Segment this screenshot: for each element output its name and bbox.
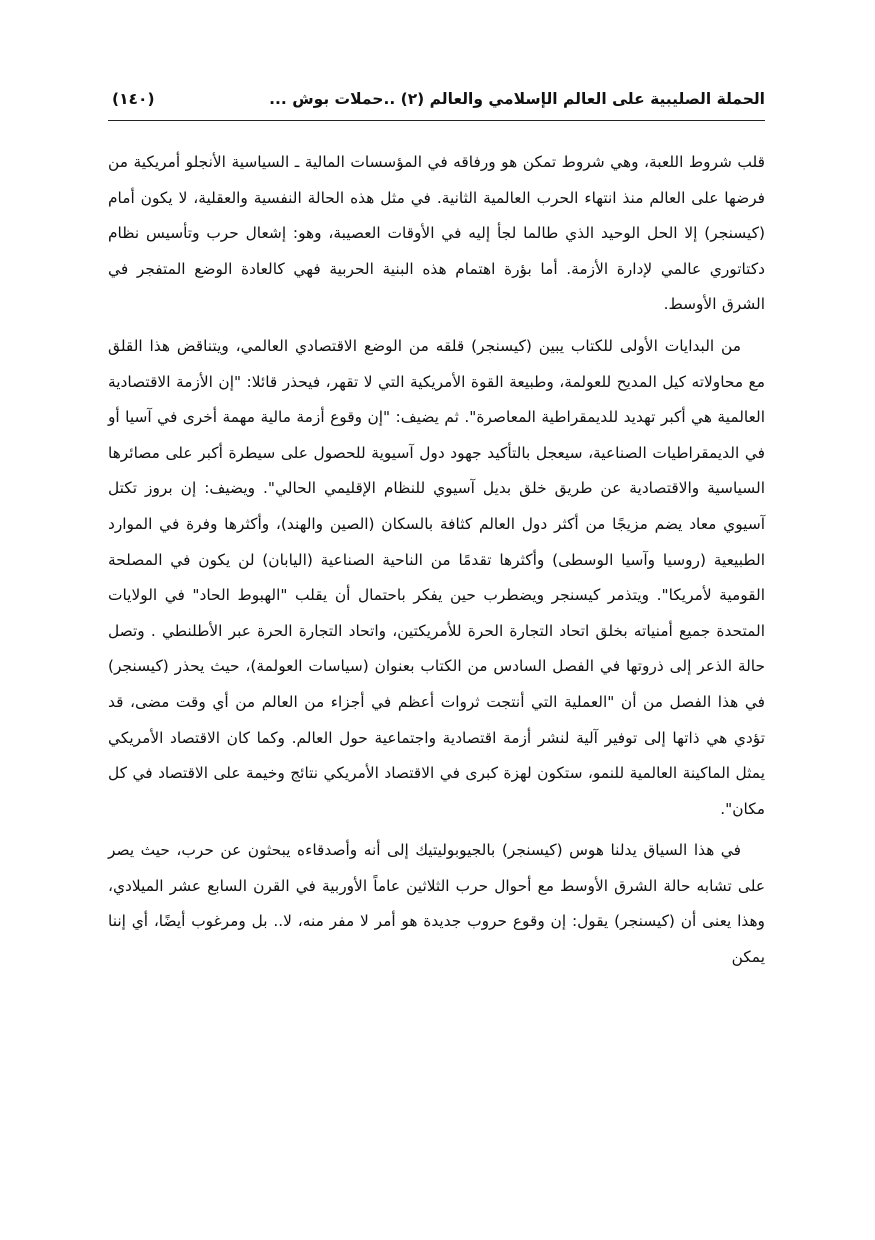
paragraph: من البدايات الأولى للكتاب يبين (كيسنجر) قلقه من الوضع الاقتصادي العالمي، ويتناقض هذا القلق مع محاولاته كيل المديح للعولمة، وطبيعة القوة الأمريكية التي لا تقهر، فيحذر قائلا: "إن الأزمة الاقتصادية العالمية هي أكبر تهديد للديمقراطية المعاصرة". ثم يضيف: "إن وقوع أزمة مالية مهمة أخرى في آسيا أو في الديمقراطيات الصناعية، سيعجل بالتأكيد جهود دول آسيوية للحصول على سيطرة أكبر على مصائرها السياسية والاقتصادية عن طريق خلق بديل آسيوي للنظام الإقليمي الحالي". ويضيف: إن بروز تكتل آسيوي معاد يضم مزيجًا من أكثر دول العالم كثافة بالسكان (الصين والهند)، وأكثرها وفرة في الموارد الطبيعية (روسيا وآسيا الوسطى) وأكثرها تقدمًا من الناحية الصناعية (اليابان) لن يكون في المصلحة القومية لأمريكا". ويتذمر كيسنجر ويضطرب حين يفكر باحتمال أن يقلب "الهبوط الحاد" في الولايات المتحدة جميع أمنياته بخلق اتحاد التجارة الحرة للأمريكتين، واتحاد التجارة الحرة عبر الأطلنطي . وتصل حالة الذعر إلى ذروتها في الفصل السادس من الكتاب بعنوان (سياسات العولمة)، حيث يحذر (كيسنجر) في هذا الفصل من أن "العملية التي أنتجت ثروات أعظم في أجزاء من العالم من أي وقت مضى، قد تؤدي هي ذاتها إلى توفير آلية لنشر أزمة اقتصادية واجتماعية حول العالم. وكما كان الاقتصاد الأمريكي يمثل الماكينة العالمية للنمو، ستكون لهزة كبرى في الاقتصاد الأمريكي نتائج وخيمة على الاقتصاد في كل مكان".	[108, 336, 765, 818]
paragraph: في هذا السياق يدلنا هوس (كيسنجر) بالجيوبوليتيك إلى أنه وأصدقاءه يبحثون عن حرب، حيث يصر على تشابه حالة الشرق الأوسط مع أحوال حرب الثلاثين عاماً الأوربية في القرن السابع عشر الميلادي، وهذا يعنى أن (كيسنجر) يقول: إن وقوع حروب جديدة هو أمر لا مفر منه، لا.. بل ومرغوب أيضًا، أي إننا يمكن	[108, 841, 765, 967]
body-text	[108, 145, 765, 982]
page-number: (١٤٠)	[112, 90, 155, 108]
page-header	[108, 88, 765, 121]
paragraph: قلب شروط اللعبة، وهي شروط تمكن هو ورفاقه في المؤسسات المالية ـ السياسية الأنجلو أمريكية من فرضها على العالم منذ انتهاء الحرب العالمية الثانية. في مثل هذه الحالة النفسية والعقلية، لا يكون أمام (كيسنجر) إلا الحل الوحيد الذي طالما لجأ إليه في الأوقات العصيبة، وهو: إشعال حرب وتأسيس نظام دكتاتوري عالمي لإدارة الأزمة. أما بؤرة اهتمام هذه البنية الحربية فهي كالعادة الوضع المتفجر في الشرق الأوسط.	[108, 153, 765, 314]
running-title: الحملة الصليبية على العالم الإسلامي والعالم (٢) ..حملات بوش ...	[269, 90, 765, 108]
